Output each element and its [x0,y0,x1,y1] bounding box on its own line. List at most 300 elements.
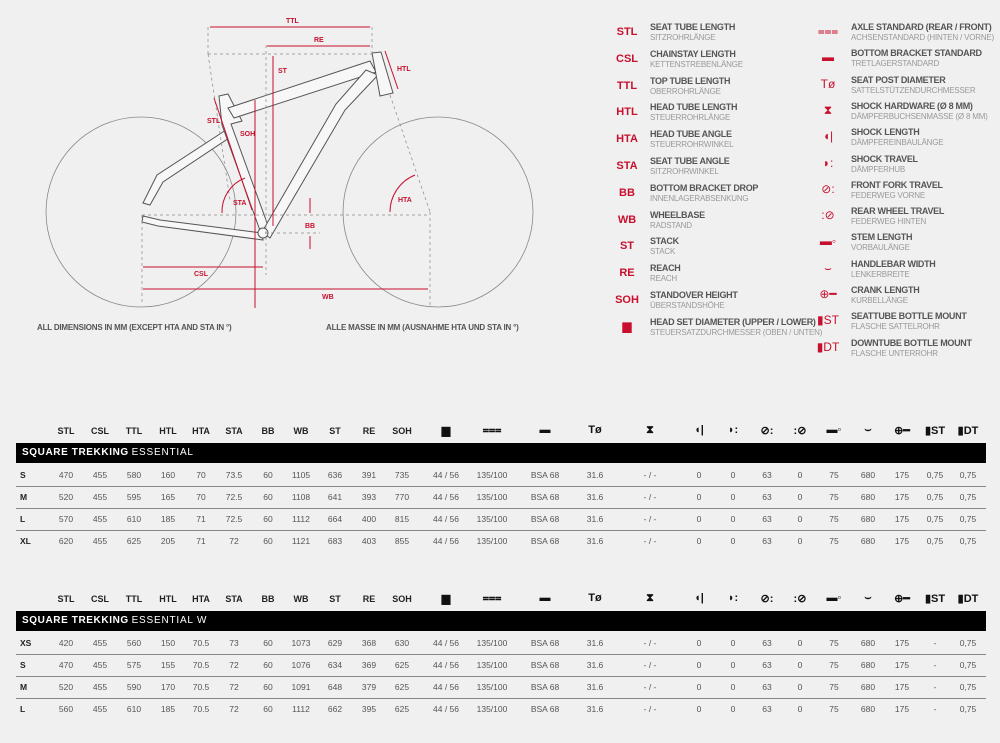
table-cell: 1112 [292,514,310,524]
table-row [16,698,986,720]
size-label: L [20,514,26,524]
shock-length-icon: ◖| [822,129,834,144]
legend-label-de: LENKERBREITE [851,269,910,279]
table-cell: 648 [327,682,343,692]
legend-code: HTA [616,133,638,146]
table-cell: 44 / 56 [433,470,459,480]
table-cell: 0,75 [959,492,977,502]
stem-length-icon: ▬◦ [826,592,842,604]
table-cell: 72.5 [225,492,243,502]
table-cell: BSA 68 [530,492,560,502]
table-cell: 403 [361,536,377,546]
table-cell: 683 [327,536,343,546]
table-cell: 420 [58,638,74,648]
seatpost-icon: Tø [588,424,602,436]
size-label: M [20,492,28,502]
legend-label-de: DÄMPFERBUCHSENMASSE (Ø 8 MM) [851,111,988,121]
crank-length-icon: ⊕━ [819,287,837,301]
table-cell: 395 [361,704,377,714]
table-cell: 560 [126,638,142,648]
table-cell: 0 [797,682,803,692]
table-cell: 75 [829,514,839,524]
seattube-bottle-icon: ▮ST [817,313,839,328]
axle-icon: ⩶ [482,424,502,436]
table-cell: 0,75 [959,704,977,714]
table-cell: 70 [196,492,206,502]
table-cell: 60 [263,660,273,670]
table-cell: 135/100 [476,682,508,692]
table-row [16,530,986,552]
table-cell: 680 [860,660,876,670]
table-cell: - [933,660,937,670]
table-cell: 0,75 [959,660,977,670]
column-header: HTL [159,594,177,604]
table-cell: 60 [263,682,273,692]
table-cell: 31.6 [586,514,604,524]
table-cell: - / - [643,514,657,524]
legend-label-en: HANDLEBAR WIDTH [851,258,936,269]
table-cell: 44 / 56 [433,492,459,502]
shock-hardware-icon: ⧗ [823,102,833,117]
legend-label-en: REACH [650,263,681,274]
table-cell: 470 [58,470,74,480]
legend-label-en: SHOCK LENGTH [851,127,920,138]
table-cell: 75 [829,536,839,546]
legend-label-de: ACHSENSTANDARD (HINTEN / VORNE) [851,33,994,42]
table-cell: BSA 68 [530,660,560,670]
table-cell: - [933,704,937,714]
legend-label-en: FRONT FORK TRAVEL [851,179,943,190]
table-cell: 1073 [291,638,311,648]
legend-label-de: STEUERROHRLÄNGE [650,113,731,123]
column-header: STL [57,594,75,604]
legend-label-en: HEAD SET DIAMETER (UPPER / LOWER) [650,316,816,327]
table-cell: 70.5 [192,638,210,648]
table-cell: 662 [327,704,343,714]
table-cell: - / - [643,638,657,648]
dimension-note-en: ALL DIMENSIONS IN MM (EXCEPT HTA AND STA IN °) [37,323,232,332]
table-cell: 455 [92,536,108,546]
table-cell: 455 [92,682,108,692]
table-cell: 0 [696,704,702,714]
handlebar-width-icon: ⌣ [824,260,832,275]
legend-label-de: REACH [650,274,678,284]
geometry-diagram [0,0,560,320]
label-sta: STA [233,200,247,207]
table-cell: 0 [797,704,803,714]
table-cell: 470 [58,660,74,670]
table-cell: 0 [730,514,736,524]
seattube-bottle-icon: ▮ST [924,593,946,605]
table-cell: 44 / 56 [433,660,459,670]
table-cell: 855 [394,536,410,546]
table-cell: 391 [361,470,377,480]
column-header: BB [261,426,275,436]
table-cell: 636 [327,470,343,480]
legend-label-de: TRETLAGERSTANDARD [851,59,940,69]
table-cell: 634 [327,660,343,670]
table-cell: - [933,682,937,692]
shock-hardware-icon: ⧗ [646,592,654,604]
table-row [16,676,986,699]
table-row [16,654,986,677]
column-header: ST [329,426,341,436]
legend-label-en: AXLE STANDARD (REAR / FRONT) [851,22,992,32]
headset-icon: ▆ [622,318,632,333]
column-header: BB [261,594,275,604]
table-cell: 160 [160,470,176,480]
table-cell: 60 [263,536,273,546]
legend-label-de: KETTENSTREBENLÄNGE [650,59,743,69]
table-cell: 620 [58,536,74,546]
table-cell: 0 [730,470,736,480]
table-cell: 31.6 [586,704,604,714]
table-cell: 770 [394,492,410,502]
label-csl: CSL [194,271,208,278]
table-cell: 455 [92,660,108,670]
table-cell: 0 [797,660,803,670]
axle-icon: ⩶ [817,24,839,38]
size-label: S [20,470,26,480]
column-header: SOH [392,426,412,436]
table-cell: 0,75 [959,536,977,546]
table-cell: 44 / 56 [433,682,459,692]
table-cell: BSA 68 [530,638,560,648]
seattube-bottle-icon: ▮ST [924,425,946,437]
legend-label-en: WHEELBASE [650,209,705,220]
table-cell: 0,75 [959,638,977,648]
legend-code: STL [616,26,638,38]
table-cell: 72 [229,682,239,692]
column-header: WB [293,594,309,604]
table-cell: 625 [394,704,410,714]
size-label: XL [20,536,31,546]
size-label: XS [20,638,32,648]
bottom-bracket-icon: ▬ [822,50,834,65]
front-fork-travel-icon: ⊘: [760,593,774,605]
shock-travel-icon: ◗: [727,424,739,436]
legend-label-en: TOP TUBE LENGTH [650,75,731,86]
legend-label-en: HEAD TUBE ANGLE [650,129,732,140]
table-cell: 0,75 [959,470,977,480]
label-st: ST [278,68,287,75]
model-title-bar [16,443,986,463]
table-cell: BSA 68 [530,514,560,524]
label-wb: WB [322,294,334,301]
table-header [16,590,986,610]
column-header: HTA [192,594,210,604]
table-cell: 73 [229,638,239,648]
table-cell: 71 [196,536,206,546]
table-cell: 393 [361,492,377,502]
table-cell: 1105 [291,470,311,480]
table-cell: 0 [797,536,803,546]
table-cell: 625 [394,660,410,670]
shock-hardware-icon: ⧗ [646,424,654,436]
table-cell: 75 [829,704,839,714]
table-cell: 0 [696,638,702,648]
headset-icon: ▆ [441,425,451,437]
table-cell: 0 [730,660,736,670]
front-wheel [343,117,533,307]
table-cell: - [933,638,937,648]
table-cell: 0 [696,492,702,502]
table-cell: 595 [126,492,142,502]
legend-label-en: HEAD TUBE LENGTH [650,102,738,113]
legend-code: RE [619,267,635,280]
table-cell: 0,75 [926,492,944,502]
size-label: M [20,682,28,692]
table-cell: 75 [829,492,839,502]
table-cell: - / - [643,492,657,502]
legend-label-de: STEUERSATZDURCHMESSER (OBEN / UNTEN) [650,327,823,337]
table-cell: 570 [58,514,74,524]
handlebar-width-icon: ⌣ [864,592,872,604]
legend-label-de: DÄMPFEREINBAULÄNGE [851,138,944,148]
table-cell: 379 [361,682,377,692]
label-stl: STL [207,118,221,125]
table-cell: 680 [860,470,876,480]
table-cell: 560 [58,704,74,714]
stem-length-icon: ▬◦ [819,234,837,249]
table-cell: 680 [860,682,876,692]
table-cell: 72 [229,704,239,714]
table-header [16,422,986,442]
stem-length-icon: ▬◦ [826,424,842,436]
table-cell: 72.5 [225,514,243,524]
table-cell: 455 [92,704,108,714]
table-cell: 44 / 56 [433,704,459,714]
legend-label-de: SITZROHRLÄNGE [650,33,716,42]
table-cell: 400 [361,514,377,524]
legend-label-en: SEAT TUBE LENGTH [650,22,736,32]
column-header: ST [329,594,341,604]
seatpost-icon: Tø [820,76,836,91]
table-cell: 1091 [291,682,311,692]
downtube-bottle-icon: ▮DT [957,425,979,437]
table-cell: 680 [860,536,876,546]
table-cell: 63 [762,660,772,670]
table-cell: 63 [762,514,772,524]
legend-code: ST [619,240,635,253]
size-label: L [20,704,26,714]
legend-code: BB [619,186,635,199]
legend-label-de: OBERROHRLÄNGE [650,86,721,96]
legend-label-de: FLASCHE SATTELROHR [851,322,940,332]
table-cell: 165 [160,492,176,502]
table-cell: 610 [126,514,142,524]
downtube-bottle-icon: ▮DT [816,339,840,354]
table-cell: 60 [263,638,273,648]
table-cell: 175 [894,682,910,692]
table-cell: 664 [327,514,343,524]
legend-label-en: CHAINSTAY LENGTH [650,48,736,59]
table-cell: 0,75 [959,682,977,692]
table-cell: 135/100 [476,514,508,524]
table-cell: 0 [696,514,702,524]
table-cell: 610 [126,704,142,714]
table-cell: 0,75 [926,536,944,546]
table-cell: 205 [160,536,176,546]
bottom-bracket-icon: ▬ [539,592,551,604]
table-cell: 625 [394,682,410,692]
legend-label-de: STACK [650,247,676,257]
legend-label-en: STEM LENGTH [851,232,913,243]
table-cell: 63 [762,536,772,546]
label-re: RE [314,37,324,44]
table-cell: 44 / 56 [433,514,459,524]
table-cell: 815 [394,514,410,524]
legend-label-de: ÜBERSTANDSHÖHE [650,301,725,310]
table-cell: 175 [894,638,910,648]
table-cell: 455 [92,514,108,524]
table-cell: 1121 [291,536,311,546]
table-cell: 60 [263,492,273,502]
table-cell: 455 [92,492,108,502]
legend-label-en: STACK [650,236,679,247]
legend-label-de: FEDERWEG VORNE [851,190,925,200]
table-cell: 135/100 [476,470,508,480]
table-cell: 455 [92,638,108,648]
legend-label-en: SHOCK HARDWARE (Ø 8 MM) [851,100,973,111]
table-cell: 680 [860,704,876,714]
table-cell: - / - [643,682,657,692]
table-cell: 368 [361,638,377,648]
table-cell: 0 [696,536,702,546]
shock-length-icon: ◖| [694,424,704,436]
table-row [16,508,986,531]
legend-label-en: SEAT TUBE ANGLE [650,156,730,166]
table-cell: 629 [327,638,343,648]
front-fork-travel-icon: ⊘: [821,181,835,196]
table-cell: 63 [762,492,772,502]
table-cell: 0 [797,492,803,502]
table-cell: 60 [263,470,273,480]
table-cell: 1108 [291,492,311,502]
table-cell: 175 [894,704,910,714]
table-cell: 0 [730,682,736,692]
crank-length-icon: ⊕━ [894,593,910,605]
table-cell: 0 [797,470,803,480]
table-cell: 135/100 [476,704,508,714]
table-cell: 455 [92,470,108,480]
table-cell: 680 [860,638,876,648]
table-cell: 31.6 [586,492,604,502]
table-cell: 175 [894,660,910,670]
table-cell: 1076 [291,660,311,670]
model-name: SQUARE TREKKING [22,615,129,626]
table-cell: 135/100 [476,536,508,546]
table-cell: 70.5 [192,682,210,692]
table-cell: 70 [196,470,206,480]
label-htl: HTL [397,66,411,73]
column-header: TTL [125,594,143,604]
shock-travel-icon: ◗: [727,592,739,604]
legend-code: CSL [616,52,638,65]
rear-wheel-travel-icon: :⊘ [793,593,807,605]
table-cell: 63 [762,638,772,648]
legend-label-en: SHOCK TRAVEL [851,153,918,164]
table-cell: 44 / 56 [433,536,459,546]
table-cell: 630 [394,638,410,648]
table-cell: 580 [126,470,142,480]
table-cell: 72 [229,536,239,546]
table-cell: 0,75 [926,514,944,524]
rear-wheel-travel-icon: :⊘ [793,425,807,437]
legend-code: HTL [616,106,638,119]
model-variant: ESSENTIAL [131,447,194,458]
table-cell: 63 [762,682,772,692]
table-cell: - / - [643,704,657,714]
headset-icon: ▆ [441,593,451,605]
table-row [16,632,986,655]
table-cell: 175 [894,536,910,546]
legend-label-de: FLASCHE UNTERROHR [851,348,938,358]
table-cell: 680 [860,492,876,502]
column-header: CSL [91,426,109,436]
table-cell: 31.6 [586,470,604,480]
table-cell: 44 / 56 [433,638,459,648]
legend-label-en: SEAT POST DIAMETER [851,74,946,85]
label-bb: BB [305,223,316,230]
rear-wheel-travel-icon: :⊘ [821,208,835,223]
table-cell: BSA 68 [530,470,560,480]
table-cell: 0 [696,470,702,480]
table-cell: 63 [762,704,772,714]
label-ttl: TTL [286,18,299,25]
legend-label-en: STANDOVER HEIGHT [650,290,738,300]
column-header: HTA [192,426,210,436]
table-cell: 75 [829,660,839,670]
table-cell: BSA 68 [530,704,560,714]
table-cell: - / - [643,470,657,480]
table-cell: 70.5 [192,704,210,714]
table-cell: 60 [263,704,273,714]
table-cell: 0 [730,638,736,648]
legend-code: TTL [616,79,638,92]
table-cell: 520 [58,492,74,502]
table-cell: 0 [730,704,736,714]
column-header: STA [225,426,243,436]
size-label: S [20,660,26,670]
legend-label-de: STEUERROHRWINKEL [650,140,734,150]
table-cell: 185 [160,704,176,714]
handlebar-width-icon: ⌣ [864,424,872,436]
table-cell: 1112 [292,704,310,714]
legend-label-en: BOTTOM BRACKET DROP [650,182,759,193]
column-header: CSL [91,594,109,604]
legend-label-en: SEATTUBE BOTTLE MOUNT [851,311,967,322]
table-cell: 680 [860,514,876,524]
table-cell: 135/100 [476,660,508,670]
table-row [16,464,986,487]
table-cell: 625 [126,536,142,546]
dimension-note-de: ALLE MASSE IN MM (AUSNAHME HTA UND STA IN °) [326,323,519,332]
table-cell: 31.6 [586,660,604,670]
table-cell: 185 [160,514,176,524]
table-cell: 135/100 [476,638,508,648]
column-header: WB [293,426,309,436]
label-hta: HTA [398,197,412,204]
table-cell: 63 [762,470,772,480]
legend-label-en: BOTTOM BRACKET STANDARD [851,48,982,59]
table-cell: BSA 68 [530,536,560,546]
legend-label-de: KURBELLÄNGE [851,296,908,305]
table-cell: 0,75 [959,514,977,524]
legend-label-en: DOWNTUBE BOTTLE MOUNT [851,337,972,348]
table-cell: 590 [126,682,142,692]
column-header: STA [225,594,243,604]
